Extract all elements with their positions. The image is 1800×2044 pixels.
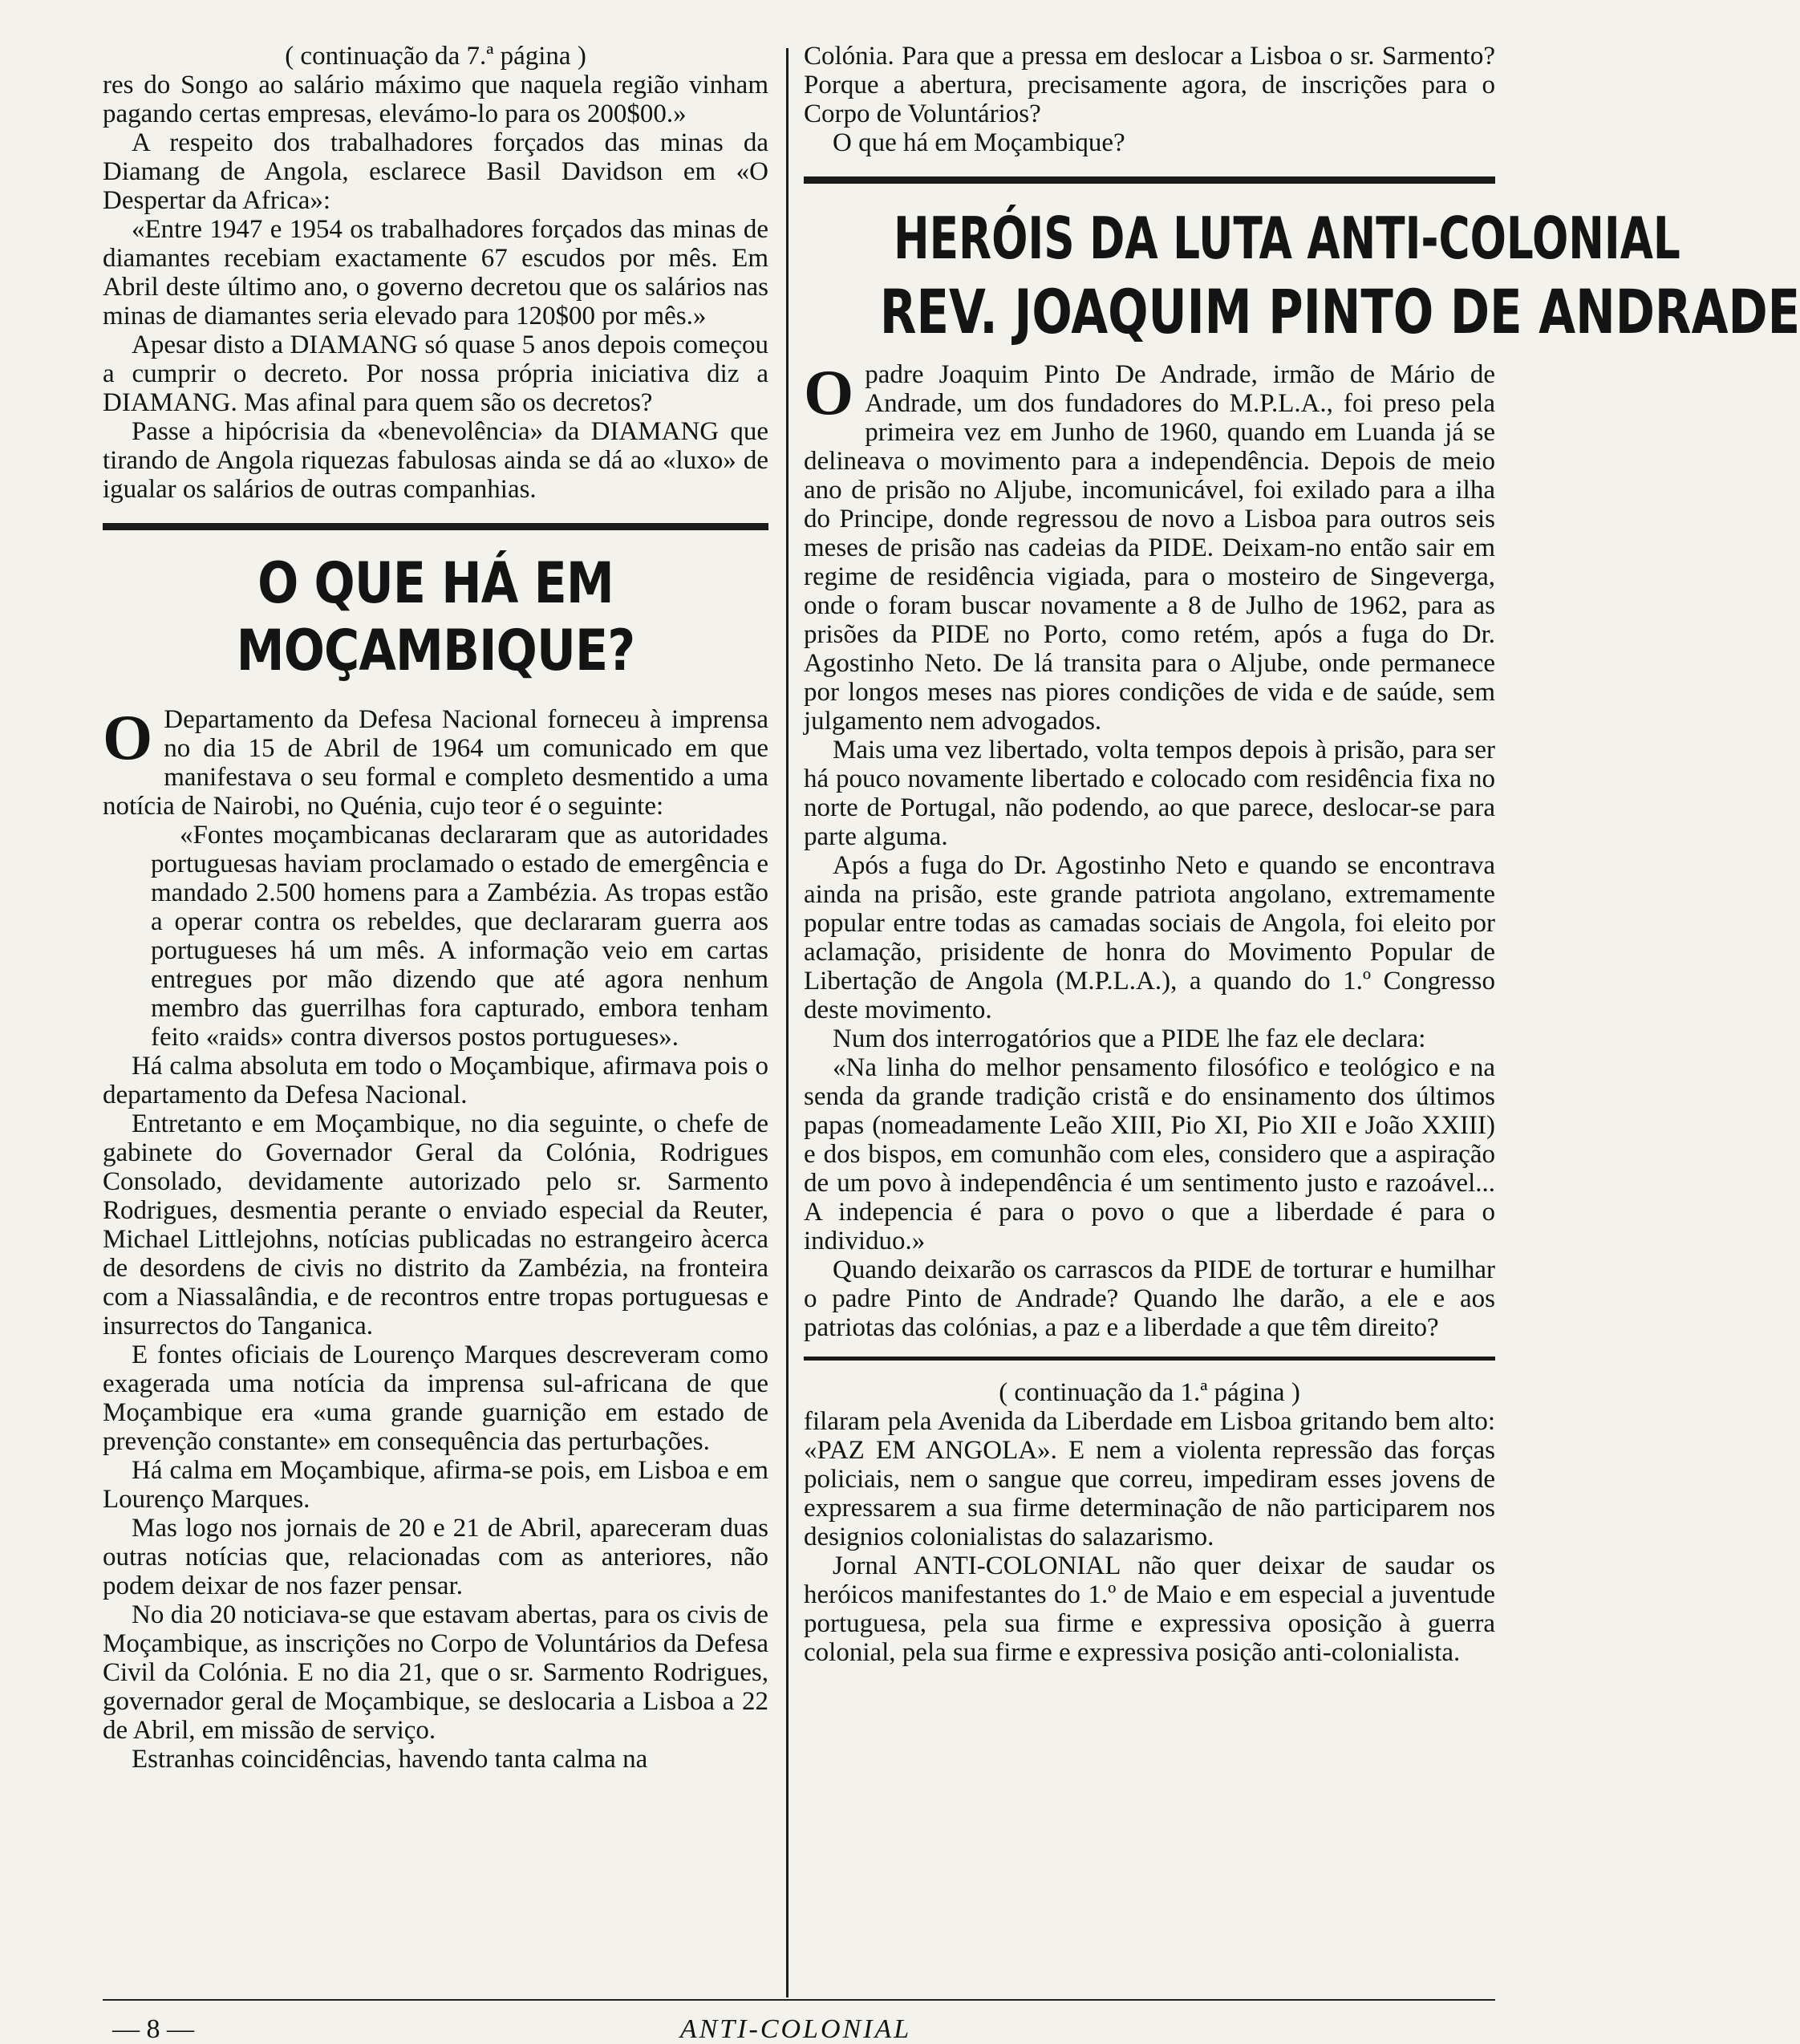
article-text: Quando deixarão os carrascos da PIDE de torturar e humilhar o padre Pinto de Andrade? Quando lhe darão, a ele e aos patriotas das colónias, a paz e a liberdade a que têm direito? — [804, 1255, 1495, 1342]
article-text: Apesar disto a DIAMANG só quase 5 anos depois começou a cumprir o decreto. Por nossa própria iniciativa diz a DIAMANG. Mas afinal para quem são os decretos? — [103, 331, 768, 417]
mozambique-headline: O QUE HÁ EM MOÇAMBIQUE? — [236, 550, 635, 683]
article-text: Passe a hipócrisia da «benevolência» da DIAMANG que tirando de Angola riquezas fabulosas ainda se dá ao «luxo» de igualar os salários de outras companhias. — [103, 417, 768, 504]
drop-cap: O — [804, 358, 854, 428]
article-text: O que há em Moçambique? — [833, 128, 1125, 157]
article-paragraph — [804, 360, 1495, 736]
article-text: «Entre 1947 e 1954 os trabalhadores forçados das minas de diamantes recebiam exactamente 67 escudos por mês. Em Abril deste último ano, o governo decretou que os salários nas minas de diamantes seria elevado para 120$00 por mês.» — [103, 215, 768, 331]
article-quote: «Fontes moçambicanas declararam que as autoridades portuguesas haviam proclamado o estado de emergência e mandado 2.500 homens para a Zambézia. As tropas estão a operar contra os rebeldes, que declararam guerra aos portugueses há um mês. A informação veio em cartas entregues por mão dizendo que até agora nenhum membro das guerrilhas fora capturado, embora tenham feito «raids» contra diversos postos portugueses». — [151, 821, 768, 1052]
footer-rule — [103, 1999, 1495, 2001]
article-text: Entretanto e em Moçambique, no dia seguinte, o chefe de gabinete do Governador Geral da Colónia, Rodrigues Consolado, devidamente autorizado pelo sr. Sarmento Rodrigues, desmentia perante o enviado especial da Reuter, Michael Littlejohns, notícias publicadas no estrangeiro àcerca de desordens de civis no distrito da Zambézia, na fronteira com a Niassalândia, e de recontros entre tropas portuguesas e insurrectos do Tanganica. — [103, 1109, 768, 1340]
section-divider — [804, 1357, 1495, 1361]
article-text: Há calma absoluta em todo o Moçambique, afirmava pois o departamento da Defesa Nacional. — [103, 1052, 768, 1109]
article-text: Departamento da Defesa Nacional forneceu à imprensa no dia 15 de Abril de 1964 um comunicado em que manifestava o seu formal e completo desmentido a uma notícia de Nairobi, no Quénia, cujo teor é o seguinte: — [103, 705, 768, 821]
heroes-subheadline: REV. JOAQUIM PINTO DE ANDRADE — [879, 276, 1800, 347]
heroes-headline: HERÓIS DA LUTA ANTI-COLONIAL — [894, 205, 1680, 272]
article-text: Mas logo nos jornais de 20 e 21 de Abril, apareceram duas outras notícias que, relacionadas com as anteriores, não podem deixar de nos fazer pensar. — [103, 1514, 768, 1600]
newspaper-name: ANTI-COLONIAL — [679, 2014, 912, 2044]
left-column — [103, 42, 768, 1774]
column-divider — [786, 48, 789, 1997]
section-divider — [103, 523, 768, 530]
section-divider — [804, 176, 1495, 184]
continuation-note-bottom: ( continuação da 1.ª página ) — [999, 1378, 1300, 1407]
article-text: padre Joaquim Pinto De Andrade, irmão de Mário de Andrade, um dos fundadores do M.P.L.A., foi preso pela primeira vez em Junho de 1960, quando em Luanda já se delineava o movimento para a independência. Depois de meio ano de prisão no Aljube, incomunicável, foi exilado para a ilha do Principe, donde regressou de novo a Lisboa para outros seis meses de prisão nas cadeias da PIDE. Deixam-no então sair em regime de residência vigiada, para o mosteiro de Singeverga, onde o foram buscar novamente a 8 de Julho de 1962, para as prisões da PIDE no Porto, como retém, após a fuga do Dr. Agostinho Neto. De lá transita para o Aljube, onde permanece por longos meses nas piores condições de vida e de saúde, sem julgamento nem advogados. — [804, 360, 1495, 736]
article-text: res do Songo ao salário máximo que naquela região vinham pagando certas empresas, elevámo-lo para os 200$00.» — [103, 71, 768, 128]
article-text: A respeito dos trabalhadores forçados das minas da Diamang de Angola, esclarece Basil Davidson em «O Despertar da Africa»: — [103, 128, 768, 215]
article-text: Num dos interrogatórios que a PIDE lhe faz ele declara: — [833, 1024, 1426, 1053]
drop-cap: O — [103, 703, 153, 773]
article-text: Há calma em Moçambique, afirma-se pois, em Lisboa e em Lourenço Marques. — [103, 1456, 768, 1514]
article-text: filaram pela Avenida da Liberdade em Lisboa gritando bem alto: «PAZ EM ANGOLA». E nem a violenta repressão das forças policiais, nem o sangue que correu, impediram esses jovens de expressarem a sua firme determinação de não participarem nos designios colonialistas do salazarismo. — [804, 1407, 1495, 1551]
continuation-note-top: ( continuação da 7.ª página ) — [285, 42, 586, 71]
article-text: Estranhas coincidências, havendo tanta calma na — [132, 1745, 648, 1774]
article-text: No dia 20 noticiava-se que estavam abertas, para os civis de Moçambique, as inscrições no Corpo de Voluntários da Defesa Civil da Colónia. E no dia 21, que o sr. Sarmento Rodrigues, governador geral de Moçambique, se deslocaria a Lisboa a 22 de Abril, em missão de serviço. — [103, 1600, 768, 1745]
article-quote: «Na linha do melhor pensamento filosófico e teológico e na senda da grande tradição cristã e do ensinamento dos últimos papas (nomeadamente Leão XIII, Pio XI, Pio XII e João XXIII) e dos bispos, em comunhão com eles, considero que a aspiração de um povo à independência é um sentimento justo e razoável... A indepencia é para o povo o que a liberdade é para o individuo.» — [804, 1053, 1495, 1255]
article-text: Jornal ANTI-COLONIAL não quer deixar de saudar os heróicos manifestantes do 1.º de Maio e em especial a juventude portuguesa, pela sua firme e expressiva oposição à guerra colonial, pela sua firme e expressiva posição anti-colonialista. — [804, 1551, 1495, 1667]
right-column — [804, 42, 1800, 1667]
article-text: Colónia. Para que a pressa em deslocar a Lisboa o sr. Sarmento? Porque a abertura, precisamente agora, de inscrições para o Corpo de Voluntários? — [804, 42, 1495, 128]
article-text: E fontes oficiais de Lourenço Marques descreveram como exagerada uma notícia da imprensa sul-africana de que Moçambique era «uma grande guarnição em estado de prevenção constante» em consequência das perturbações. — [103, 1340, 768, 1456]
article-paragraph — [103, 705, 768, 821]
article-text: Após a fuga do Dr. Agostinho Neto e quando se encontrava ainda na prisão, este grande patriota angolano, extremamente popular entre todas as camadas sociais de Angola, foi eleito por aclamação, prisidente de honra do Movimento Popular de Libertação de Angola (M.P.L.A.), a quando do 1.º Congresso deste movimento. — [804, 851, 1495, 1024]
article-text: Mais uma vez libertado, volta tempos depois à prisão, para ser há pouco novamente libertado e colocado com residência fixa no norte de Portugal, não podendo, ao que parece, deslocar-se para parte alguma. — [804, 736, 1495, 851]
page-number: — 8 — — [112, 2014, 194, 2044]
